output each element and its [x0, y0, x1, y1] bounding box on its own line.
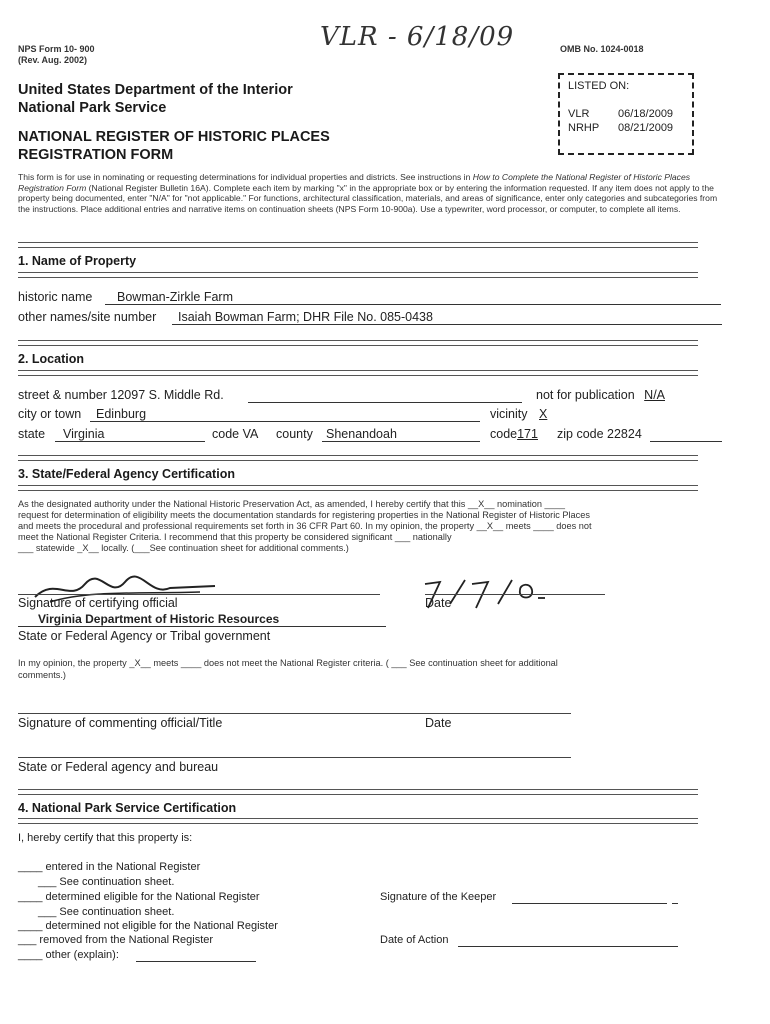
- instructions: This form is for use in nominating or requesting determinations for individual properties and districts. See instructions in How to Complete the National Register of Historic Places Registration Form (National Register Bulletin 16A). Complete each item by marking "x" in the appropriate box or by entering the information requested. If any item does not apply to the property being documented, enter "N/A" for "not applicable." For functions, architectural classification, materials, and areas of significance, enter only categories and subcategories from the instructions. Place additional entries and narrative items on continuation sheets (NPS Form 10-900a). Use a typewriter, word processor, or computer, to complete all items.: [18, 172, 718, 214]
- form-number: NPS Form 10- 900: [18, 44, 95, 54]
- separator: [18, 818, 698, 824]
- cert-text-5: ___ statewide _X__ locally. (___See continuation sheet for additional comments.): [18, 543, 349, 553]
- agency-line-1: United States Department of the Interior: [18, 82, 293, 98]
- cert-text-3: and meets the procedural and professional requirements set forth in 36 CFR Part 60. In my opinion, the property __X__ meets ____ does not: [18, 521, 592, 531]
- listed-nrhp-label: NRHP: [568, 122, 600, 134]
- state-field[interactable]: Virginia: [55, 427, 205, 442]
- nps-item-entered[interactable]: ____ entered in the National Register: [18, 861, 201, 873]
- section-3-title: 3. State/Federal Agency Certification: [18, 467, 235, 481]
- nps-item-eligible[interactable]: ____ determined eligible for the National Register: [18, 891, 260, 903]
- listed-on-title: LISTED ON:: [568, 80, 630, 92]
- handwritten-note: VLR - 6/18/09: [320, 22, 515, 52]
- historic-name-field[interactable]: Bowman-Zirkle Farm: [105, 290, 721, 305]
- keeper-signature-line-end: [672, 903, 678, 904]
- date-of-action-label: Date of Action: [380, 934, 449, 946]
- certifying-signature-line[interactable]: [18, 594, 380, 595]
- form-title-line-2: REGISTRATION FORM: [18, 147, 174, 163]
- vicinity: vicinity X: [490, 407, 548, 421]
- commenting-date-label: Date: [425, 716, 452, 730]
- commenting-signature-label: Signature of commenting official/Title: [18, 716, 223, 730]
- certifying-signature-label: Signature of certifying official: [18, 596, 178, 610]
- separator: [18, 272, 698, 278]
- bureau-label: State or Federal agency and bureau: [18, 760, 219, 774]
- bureau-line[interactable]: [18, 757, 571, 758]
- cert-text-2: request for determination of eligibility meets the documentation standards for registering properties in the National Register of Historic Places: [18, 510, 590, 520]
- keeper-signature-line[interactable]: [512, 903, 667, 904]
- omb-number: OMB No. 1024-0018: [560, 44, 644, 54]
- city-field[interactable]: Edinburg: [90, 407, 480, 422]
- section-1-title: 1. Name of Property: [18, 254, 137, 268]
- street-field[interactable]: [248, 402, 522, 403]
- certifying-date-label: Date: [425, 596, 452, 610]
- cert-text-4: meet the National Register Criteria. I recommend that this property be considered significant ___ nationally: [18, 532, 452, 542]
- cert-text-1: As the designated authority under the National Historic Preservation Act, as amended, I hereby certify that this __X__ nomination ____: [18, 499, 565, 509]
- nps-cert-intro: I, hereby certify that this property is:: [18, 832, 193, 844]
- certifying-date-line[interactable]: [425, 594, 605, 595]
- county-code: code171: [490, 427, 538, 441]
- listed-vlr-label: VLR: [568, 108, 590, 120]
- separator: [18, 242, 698, 248]
- city-label: city or town: [18, 407, 82, 421]
- other-explain-line[interactable]: [136, 961, 256, 962]
- county-field[interactable]: Shenandoah: [322, 427, 480, 442]
- zip-underline: [650, 441, 722, 442]
- certifying-agency-label: State or Federal Agency or Tribal government: [18, 629, 271, 643]
- nps-item-removed[interactable]: ___ removed from the National Register: [18, 934, 214, 946]
- section-4-title: 4. National Park Service Certification: [18, 801, 237, 815]
- separator: [18, 789, 698, 795]
- separator: [18, 485, 698, 491]
- separator: [18, 370, 698, 376]
- separator: [18, 455, 698, 461]
- nps-item-not-eligible[interactable]: ____ determined not eligible for the National Register: [18, 920, 278, 932]
- agency-line-2: National Park Service: [18, 100, 167, 116]
- keeper-signature-label: Signature of the Keeper: [380, 891, 497, 903]
- nps-item-entered-cont[interactable]: ___ See continuation sheet.: [38, 876, 175, 888]
- opinion-text-2: comments.): [18, 670, 66, 680]
- other-names-label: other names/site number: [18, 310, 157, 324]
- zip-code: zip code 22824: [557, 427, 642, 441]
- other-names-field[interactable]: Isaiah Bowman Farm; DHR File No. 085-0438: [172, 310, 722, 325]
- date-of-action-line[interactable]: [458, 946, 678, 947]
- state-code: code VA: [212, 427, 259, 441]
- state-label: state: [18, 427, 46, 441]
- historic-name-row: historic name: [18, 290, 93, 304]
- not-for-publication: not for publication N/A: [536, 388, 666, 402]
- nps-item-eligible-cont[interactable]: ___ See continuation sheet.: [38, 906, 175, 918]
- listed-on-box: [558, 73, 694, 155]
- listed-nrhp-date: 08/21/2009: [618, 122, 674, 134]
- commenting-signature-line[interactable]: [18, 713, 571, 714]
- certifying-agency-name: Virginia Department of Historic Resources: [18, 612, 386, 627]
- listed-vlr-date: 06/18/2009: [618, 108, 674, 120]
- nps-item-other[interactable]: ____ other (explain):: [18, 949, 119, 961]
- opinion-text-1: In my opinion, the property _X__ meets ____ does not meet the National Register criteria. ( ___ See continuation sheet for additional: [18, 658, 558, 668]
- form-title-line-1: NATIONAL REGISTER OF HISTORIC PLACES: [18, 129, 330, 145]
- street-label: street & number 12097 S. Middle Rd.: [18, 388, 224, 402]
- separator: [18, 340, 698, 346]
- form-revision: (Rev. Aug. 2002): [18, 55, 88, 65]
- section-2-title: 2. Location: [18, 352, 84, 366]
- county-label: county: [276, 427, 313, 441]
